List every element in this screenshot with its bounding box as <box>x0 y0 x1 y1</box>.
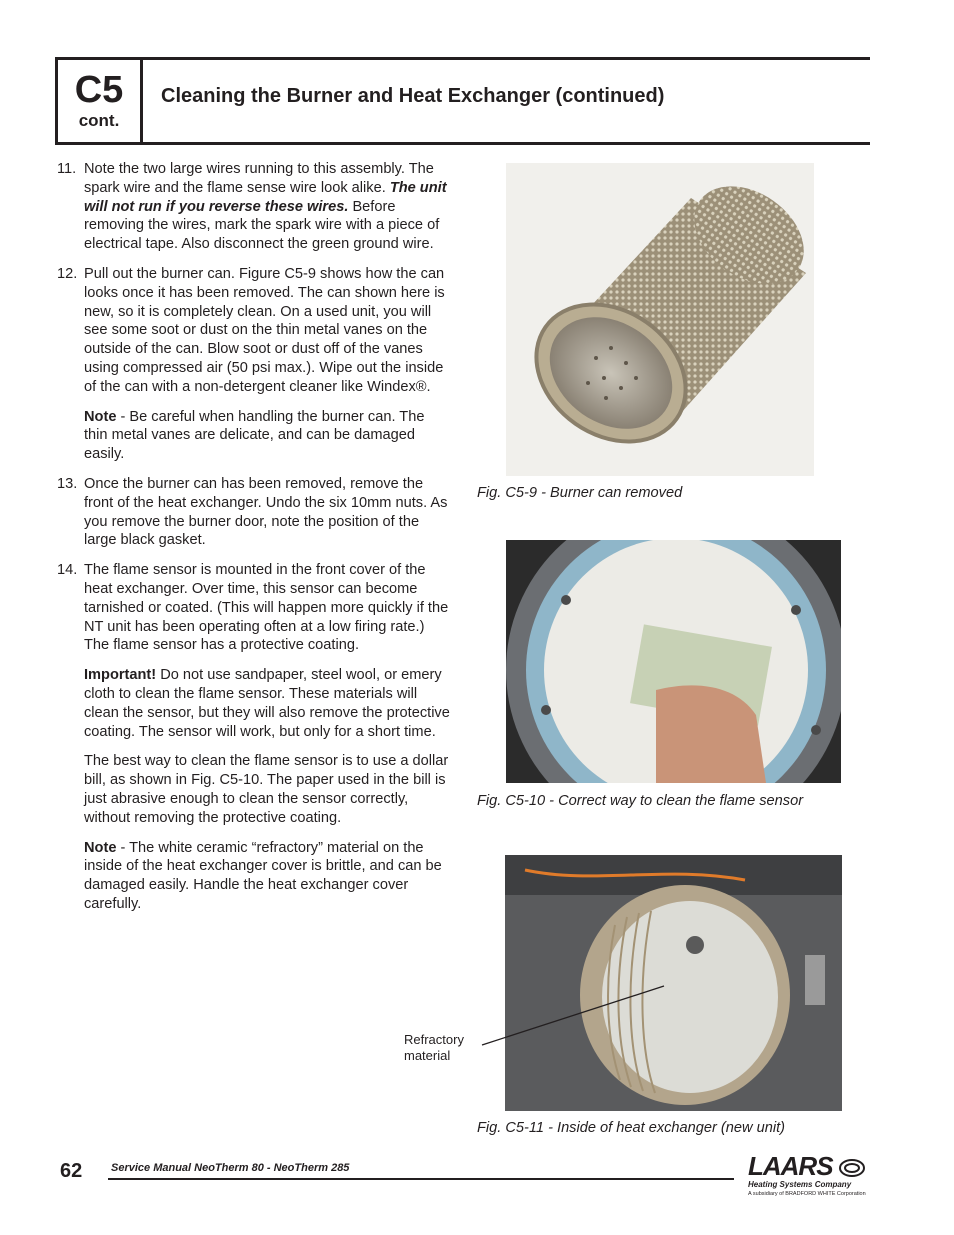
step-number: 13. <box>57 475 78 492</box>
step-11 <box>57 160 452 254</box>
section-cont-label: cont. <box>78 111 120 130</box>
section-badge <box>55 60 143 142</box>
page-title: Cleaning the Burner and Heat Exchanger (continued) <box>161 85 665 107</box>
logo-subsidiary: A subsidiary of BRADFORD WHITE Corporation <box>748 1191 866 1197</box>
step-paragraph: The flame sensor is mounted in the front cover of the heat exchanger. Over time, this sensor can become tarnished or coated. (This will happen more quickly if the NT unit has been operating often at a low firing rate.) The flame sensor has a protective coating. <box>84 562 449 654</box>
step-paragraph: Once the burner can has been removed, remove the front of the heat exchanger. Undo the six 10mm nuts. As you remove the burner door, note the position of the large black gasket. <box>84 475 448 549</box>
laars-logo <box>748 1152 868 1198</box>
step-paragraph: Pull out the burner can. Figure C5-9 shows how the can looks once it has been removed. The can shown here is new, so it is completely clean. On a used unit, you will see some soot or dust on the thin metal vanes on the outside of the can. Blow soot or dust off of the vanes using compressed air (50 psi max.). Wipe out the inside of the can with a non-detergent cleaner like Windex®. <box>84 265 445 395</box>
footer-divider <box>108 1178 734 1180</box>
step-12 <box>57 265 452 464</box>
logo-wordmark: LAARS <box>748 1152 868 1180</box>
page-number: 62 <box>60 1160 83 1182</box>
step-14 <box>57 561 452 914</box>
logo-emblem-icon <box>839 1158 865 1178</box>
instruction-column <box>57 160 452 925</box>
important-paragraph: Important! Do not use sandpaper, steel wool, or emery cloth to clean the flame sensor. These materials will clean the sensor, but they will also remove the protective coating. The sensor will work, but only for a short time. <box>84 667 450 740</box>
figure-caption-c5-11: Fig. C5-11 - Inside of heat exchanger (new unit) <box>477 1120 785 1136</box>
step-paragraph: The best way to clean the flame sensor is to use a dollar bill, as shown in Fig. C5-10. The paper used in the bill is just abrasive enough to clean the sensor correctly, without removing the protective coating. <box>84 753 449 826</box>
callout-leader-line <box>480 984 670 1048</box>
burner-can-photo <box>506 163 814 476</box>
heat-exchanger-photo <box>505 855 842 1111</box>
flame-sensor-photo <box>506 540 841 783</box>
step-paragraph: Note the two large wires running to this assembly. The spark wire and the flame sense wire look alike. The unit will not run if you reverse these wires. Before removing the wires, mark the spark wire with a piece of electrical tape. Also disconnect the green ground wire. <box>84 161 447 253</box>
step-number: 11. <box>57 161 77 177</box>
section-code: C5 <box>74 69 124 111</box>
note-paragraph: Note - The white ceramic “refractory” material on the inside of the heat exchanger cover is brittle, and can be damaged easily. Handle the heat exchanger cover carefully. <box>84 839 442 912</box>
figure-caption-c5-9: Fig. C5-9 - Burner can removed <box>477 485 683 501</box>
figure-caption-c5-10: Fig. C5-10 - Correct way to clean the flame sensor <box>477 793 804 809</box>
manual-title: Service Manual NeoTherm 80 - NeoTherm 285 <box>111 1162 350 1174</box>
step-number: 12. <box>57 265 78 282</box>
refractory-callout: Refractory material <box>404 1032 464 1063</box>
section-header <box>55 57 870 145</box>
note-paragraph: Note - Be careful when handling the burner can. The thin metal vanes are delicate, and can be damaged easily. <box>84 408 425 463</box>
step-13 <box>57 475 452 550</box>
step-number: 14. <box>57 562 78 579</box>
warning-text: The unit will not run if you reverse these wires. <box>84 179 447 215</box>
logo-tagline: Heating Systems Company <box>748 1180 852 1189</box>
